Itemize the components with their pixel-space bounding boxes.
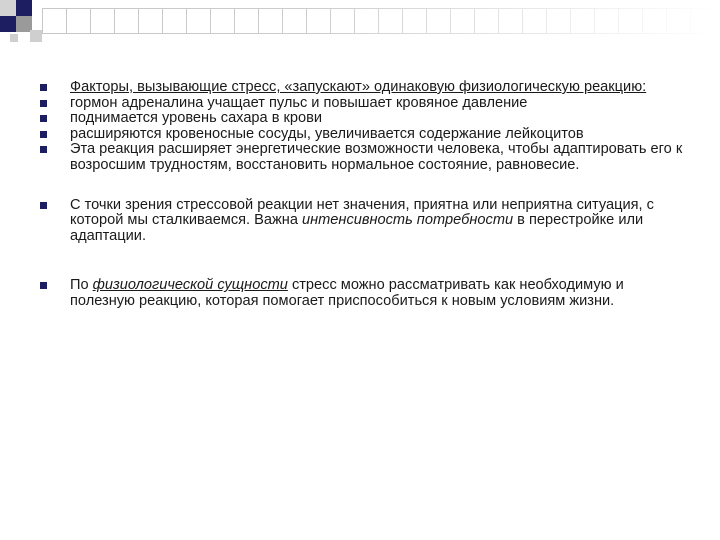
bullet-text-part: в перестройке или адаптации. bbox=[70, 212, 644, 244]
bullet-text: Факторы, вызывающие стресс, «запускают» одинаковую физиологическую реакцию: bbox=[70, 79, 647, 95]
decor-square-light bbox=[30, 30, 42, 42]
bullet-item bbox=[38, 142, 688, 173]
bullet-text: поднимается уровень сахара в крови bbox=[70, 110, 323, 127]
bullet-text-part: стресс можно рассматривать как необходимую и полезную реакцию, которая помогает приспособиться к новым условиям жизни. bbox=[70, 277, 624, 309]
bullet-text: Эта реакция расширяет энергетические возможности человека, чтобы адаптировать его к возросшим трудностям, восстановить нормальное состояние, равновесие. bbox=[70, 141, 683, 173]
bullet-text-part: С точки зрения стрессовой реакции нет значения, приятна или неприятна ситуация, с которой мы сталкиваемся. Важна bbox=[70, 196, 654, 229]
decor-square-navy bbox=[0, 16, 16, 32]
decor-grid-band bbox=[42, 8, 720, 34]
square-bullet-icon bbox=[40, 282, 47, 289]
square-bullet-icon bbox=[40, 84, 47, 91]
bullet-item bbox=[38, 96, 688, 112]
decor-square-light bbox=[10, 34, 18, 42]
decor-square-navy bbox=[16, 0, 32, 16]
decor-square-gray bbox=[0, 0, 16, 16]
square-bullet-icon bbox=[40, 115, 47, 122]
square-bullet-icon bbox=[40, 100, 47, 107]
bullet-emphasis: интенсивность потребности bbox=[302, 212, 514, 229]
square-bullet-icon bbox=[40, 202, 47, 209]
bullet-item bbox=[38, 80, 688, 96]
bullet-item bbox=[38, 127, 688, 143]
bullet-emphasis: физиологической сущности bbox=[92, 277, 288, 294]
bullet-text: гормон адреналина учащает пульс и повышает кровяное давление bbox=[70, 94, 528, 111]
bullet-item bbox=[38, 198, 688, 245]
slide-bullet-list bbox=[38, 80, 688, 310]
bullet-item bbox=[38, 278, 688, 309]
square-bullet-icon bbox=[40, 131, 47, 138]
square-bullet-icon bbox=[40, 146, 47, 153]
bullet-text-part: По bbox=[70, 277, 93, 294]
bullet-item bbox=[38, 111, 688, 127]
bullet-text: расширяются кровеносные сосуды, увеличивается содержание лейкоцитов bbox=[70, 125, 584, 142]
